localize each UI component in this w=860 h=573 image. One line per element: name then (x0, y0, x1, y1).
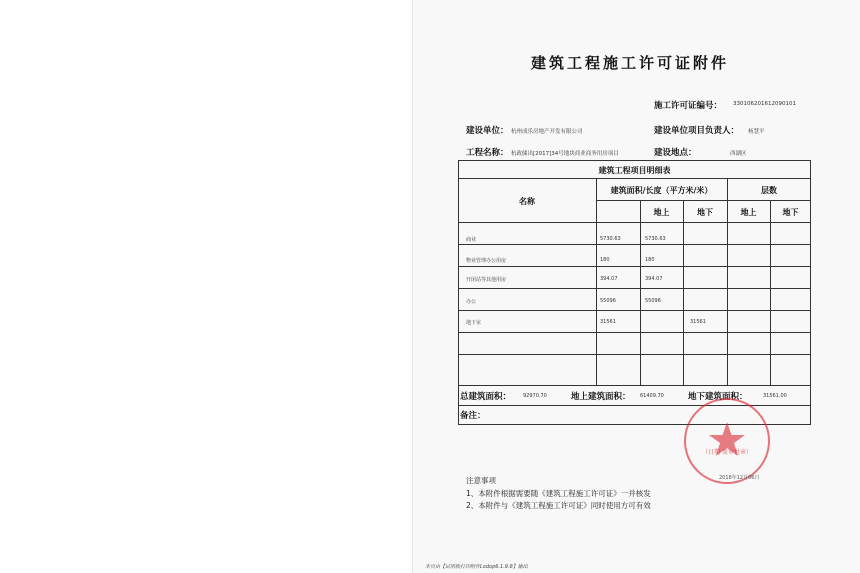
seal-star-icon (686, 400, 768, 482)
col-area-header: 建筑面积/长度（平方米/米） (610, 186, 713, 195)
row-above: 55096 (645, 298, 661, 304)
document-title: 建筑工程施工许可证附件 (531, 54, 730, 72)
row-name: 物业管理办公用房 (466, 258, 507, 264)
row-name: 办公 (466, 299, 477, 305)
print-footer: 本页由【试用版打印附件Lodop6.1.9.8】输出 (425, 564, 528, 570)
remark-label: 备注： (460, 411, 486, 421)
above-area-label: 地上建筑面积： (571, 392, 631, 402)
row-area: 5730.63 (600, 236, 621, 242)
row-area: 55096 (600, 298, 616, 304)
manager-label: 建设单位项目负责人： (654, 126, 740, 136)
seal-date-text: （日期 盖审批章） (702, 449, 752, 456)
row-above: 5730.63 (645, 236, 666, 242)
row-below: 31561 (690, 319, 706, 325)
col-name-header: 名称 (519, 197, 535, 206)
total-area-label: 总建筑面积： (460, 392, 512, 402)
builder-value: 杭州成乐房地产开发有限公司 (511, 129, 583, 135)
row-area: 180 (600, 257, 610, 263)
note-item: 2、本附件与《建筑工程施工许可证》同时使用方可有效 (466, 501, 651, 510)
notes-heading: 注意事项 (466, 476, 496, 485)
location-label: 建设地点： (654, 148, 697, 158)
row-above: 180 (645, 257, 655, 263)
row-name: 地下室 (466, 320, 482, 326)
row-above: 394.07 (645, 276, 663, 282)
project-value: 杭政储出[2017]34号地块商业商务用房项目 (511, 151, 619, 157)
total-area-value: 92970.70 (523, 393, 547, 399)
manager-value: 杨慧平 (748, 129, 765, 135)
note-item: 1、本附件根据需要随《建筑工程施工许可证》一并核发 (466, 489, 651, 498)
builder-label: 建设单位： (466, 126, 509, 136)
permit-no-label: 施工许可证编号： (654, 101, 723, 111)
row-area: 31561 (600, 319, 616, 325)
table-caption: 建筑工程项目明细表 (598, 166, 671, 175)
row-name: 商业 (466, 237, 477, 243)
col-floors-header: 层数 (761, 186, 777, 195)
below-area-value: 31561.00 (763, 393, 787, 399)
sub-floor-below-header: 地下 (782, 208, 799, 217)
below-area-label: 地下建筑面积： (688, 392, 748, 402)
project-label: 工程名称： (466, 148, 509, 158)
sub-below-header: 地下 (697, 208, 713, 217)
row-area: 394.07 (600, 276, 618, 282)
row-name: 开闭站等其他用房 (466, 277, 507, 283)
sub-above-header: 地上 (653, 208, 670, 217)
official-seal (684, 398, 770, 484)
sub-floor-above-header: 地上 (740, 208, 757, 217)
permit-no-value: 330106201612090101 (733, 101, 796, 107)
approval-date: 2018年12月06日 (719, 475, 760, 481)
location-value: 西湖区 (730, 151, 747, 157)
above-area-value: 61409.70 (640, 393, 664, 399)
